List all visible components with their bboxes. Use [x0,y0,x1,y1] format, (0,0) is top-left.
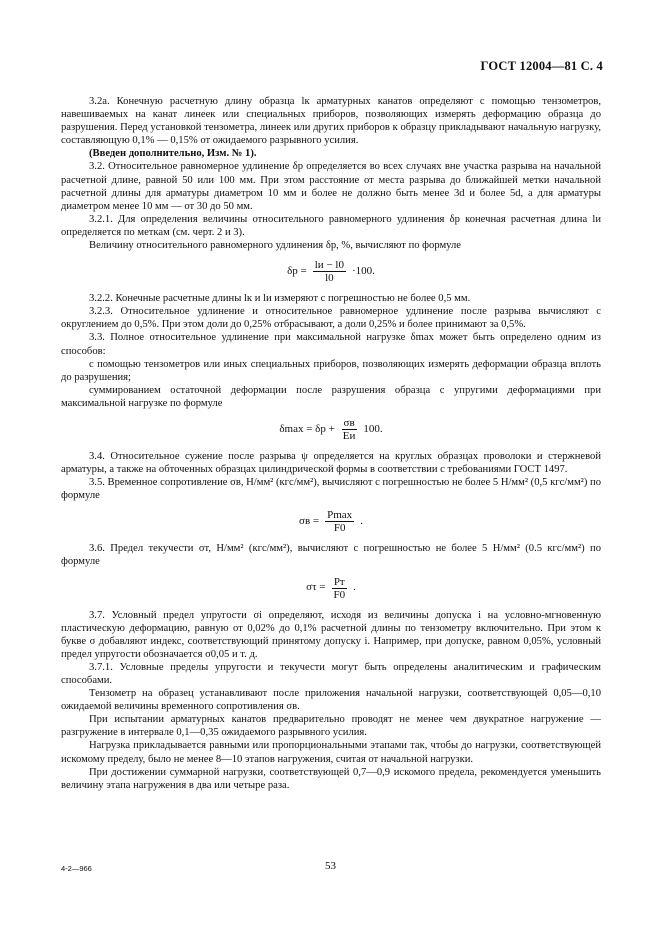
paragraph-cables: При испытании арматурных канатов предварительно проводят не менее чем двукратное нагружение — разгружение в интервале 0,1—0,35 ожидаемого разрывного усилия. [61,714,601,739]
paragraph-total-load: При достижении суммарной нагрузки, соответствующей 0,7—0,9 искомого предела, рекомендуется уменьшить величину этапа нагружения в два или четыре раза. [61,766,601,791]
standard-header: ГОСТ 12004—81 С. 4 [480,59,603,73]
paragraph-3-7: 3.7. Условный предел упругости σi определяют, исходя из величины допуска i на условно-мгновенную пластическую деформацию, равную от 0,02% до 0,1% расчетной длины по тензометру включительно. При этом к букве σ добавляют индекс, соответствующий принятому допуску i. Например, при допуске, равном 0,05%, условный предел упругости обозначается σ0,05 и т. д. [61,609,601,660]
document-body [61,95,601,792]
paragraph-3-2-3: 3.2.3. Относительное удлинение и относительное равномерное удлинение после разрыва вычисляют с округлением до 0,5%. При этом доли до 0,25% отбрасывают, а доли 0,25% и более принимают за 0,5%. [61,306,601,331]
paragraph-3-6: 3.6. Предел текучести σт, Н/мм² (кгс/мм²), вычисляют с погрешностью не более 5 Н/мм² (0.5 кгс/мм²) по формуле [61,543,601,568]
paragraph-3-3: 3.3. Полное относительное удлинение при максимальной нагрузке δmax может быть определено одним из способов: [61,332,601,357]
formula-numerator: σв [343,416,355,429]
formula-fraction [331,576,347,601]
formula-numerator: Pт [333,575,345,588]
formula-denominator: F0 [333,588,346,601]
formula-denominator: l0 [325,272,334,285]
paragraph-3-2a: 3.2а. Конечную расчетную длину образца lк арматурных канатов определяют с помощью тензометров, навешиваемых на канат линеек или специальных приборов, позволяющих измерять деформацию образца до разрушения. Перед установкой тензометра, линеек или других приборов к образцу прикладывают начальную нагрузку, составляющую 0,1% — 0,15% от ожидаемого разрывного усилия. [61,96,601,147]
page-number: 53 [325,860,336,872]
formula-tail: . [360,515,363,528]
formula-max-elongation [61,417,601,442]
print-code: 4-2—966 [61,864,92,873]
paragraph-load-steps: Нагрузка прикладывается равными или пропорциональными этапами так, чтобы до нагрузки, соответствующей искомому пределу, было не менее 8—10 этапов нагружения, считая от начальной нагрузки. [61,740,601,765]
method-two: суммированием остаточной деформации после разрушения образца с упругими деформациями при максимальной нагрузке по формуле [61,384,601,409]
paragraph-3-5: 3.5. Временное сопротивление σв, Н/мм² (кгс/мм²), вычисляют с погрешностью не более 5 Н/мм² (0,5 кгс/мм²) по формуле [61,477,601,502]
formula-tail: ·100. [351,265,375,278]
formula-denominator: F0 [333,522,346,535]
formula-lhs: σв = [299,515,320,528]
method-one: с помощью тензометров или иных специальных приборов, позволяющих измерять деформации образца вплоть до разрушения; [61,358,601,383]
paragraph-3-2: 3.2. Относительное равномерное удлинение δр определяется во всех случаях вне участка разрыва на начальной расчетной длине, равной 50 или 100 мм. При этом расстояние от места разрыва до ближайшей метки начальной расчетной длины для арматуры диаметром 10 мм и более не должно быть менее 3d и более 5d, а для арматуры диаметром менее 10 мм — от 30 до 50 мм. [61,161,601,212]
paragraph-tensometer: Тензометр на образец устанавливают после приложения начальной нагрузки, соответствующей 0,05—0,10 ожидаемой величины временного сопротивления σв. [61,688,601,713]
formula-numerator: Pmax [327,509,353,522]
formula-intro: Величину относительного равномерного удлинения δр, %, вычисляют по формуле [89,240,462,252]
formula-lhs: δр = [287,265,307,278]
formula-yield-strength [61,576,601,601]
paragraph-3-4: 3.4. Относительное сужение после разрыва ψ определяется на круглых образцах проволоки и стержневой арматуры, а также на обточенных образцах цилиндрической формы в соответствии с требованиями ГОСТ 1497. [61,450,601,476]
amendment-note: (Введен дополнительно, Изм. № 1). [89,148,257,160]
paragraph-3-2-2: 3.2.2. Конечные расчетные длины lк и lи измеряют с погрешностью не более 0,5 мм. [89,293,471,305]
formula-lhs: δmax = δр + [279,422,335,435]
formula-numerator: lи − l0 [314,259,344,272]
paragraph-3-7-1: 3.7.1. Условные пределы упругости и текучести могут быть определены аналитическим и графическим способами. [61,661,601,686]
paragraph-3-2-1: 3.2.1. Для определения величины относительного равномерного удлинения δр конечная расчетная длина lи определяется по меткам (см. черт. 2 и 3). [61,213,601,238]
formula-lhs: στ = [306,581,326,594]
formula-tensile-strength [61,509,601,534]
formula-tail: . [353,581,356,594]
formula-uniform-elongation [61,259,601,284]
formula-fraction [341,417,358,442]
formula-fraction [313,259,346,284]
formula-denominator: Eи [342,429,356,442]
formula-tail: 100. [363,422,383,435]
formula-fraction [325,509,354,534]
